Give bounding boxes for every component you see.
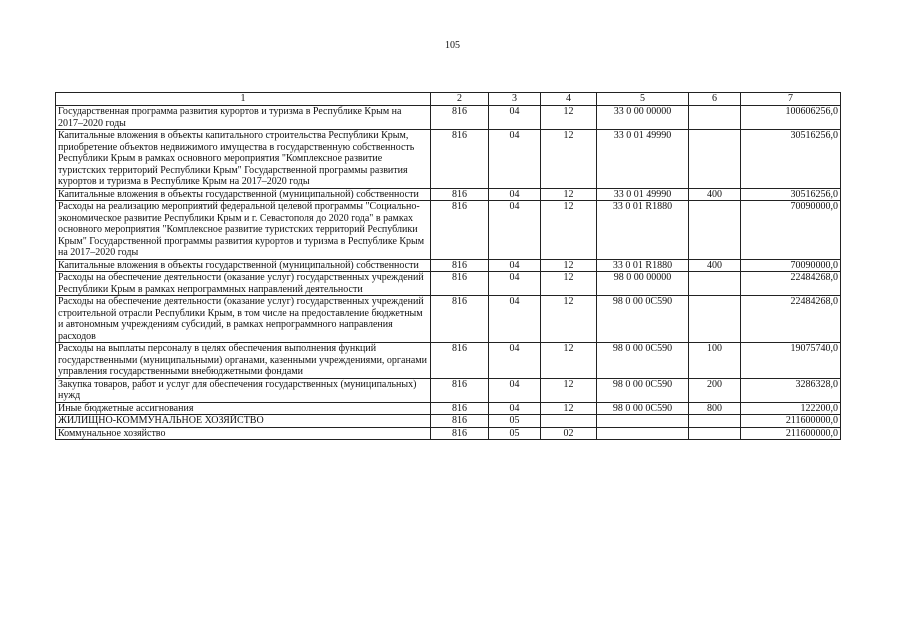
row-subsection: 12 bbox=[541, 201, 597, 260]
row-sum: 22484268,0 bbox=[741, 296, 841, 343]
row-expense-type: 200 bbox=[689, 378, 741, 402]
row-name: Расходы на обеспечение деятельности (оказание услуг) государственных учреждений строительной отрасли Республики Крым, в том числе на предоставление бюджетным и автономным учреждениям субсидий, в рамках непрограммного направления расходов bbox=[56, 296, 431, 343]
table-row bbox=[56, 130, 841, 189]
row-expense-type bbox=[689, 201, 741, 260]
row-grbs: 816 bbox=[431, 296, 489, 343]
row-expense-type bbox=[689, 106, 741, 130]
row-sum: 30516256,0 bbox=[741, 188, 841, 201]
table-row bbox=[56, 296, 841, 343]
row-target-article bbox=[597, 427, 689, 440]
row-sum: 70090000,0 bbox=[741, 201, 841, 260]
row-sum: 19075740,0 bbox=[741, 343, 841, 379]
table-row bbox=[56, 427, 841, 440]
table-row bbox=[56, 188, 841, 201]
row-target-article: 33 0 01 R1880 bbox=[597, 201, 689, 260]
page-number: 105 bbox=[445, 40, 460, 51]
row-name: Коммунальное хозяйство bbox=[56, 427, 431, 440]
row-section: 05 bbox=[489, 427, 541, 440]
header-cell: 2 bbox=[431, 93, 489, 106]
row-name: Государственная программа развития курортов и туризма в Республике Крым на 2017–2020 годы bbox=[56, 106, 431, 130]
row-name: Расходы на обеспечение деятельности (оказание услуг) государственных учреждений Республики Крым в рамках непрограммных направлений деятельности bbox=[56, 272, 431, 296]
row-name: Капитальные вложения в объекты государственной (муниципальной) собственности bbox=[56, 259, 431, 272]
row-grbs: 816 bbox=[431, 415, 489, 428]
row-expense-type: 800 bbox=[689, 402, 741, 415]
row-sum: 211600000,0 bbox=[741, 427, 841, 440]
row-name: Капитальные вложения в объекты государственной (муниципальной) собственности bbox=[56, 188, 431, 201]
table-row bbox=[56, 106, 841, 130]
row-grbs: 816 bbox=[431, 378, 489, 402]
row-sum: 122200,0 bbox=[741, 402, 841, 415]
row-target-article: 33 0 00 00000 bbox=[597, 106, 689, 130]
row-expense-type bbox=[689, 272, 741, 296]
row-name: Иные бюджетные ассигнования bbox=[56, 402, 431, 415]
row-subsection bbox=[541, 415, 597, 428]
row-section: 04 bbox=[489, 259, 541, 272]
row-grbs: 816 bbox=[431, 130, 489, 189]
row-subsection: 12 bbox=[541, 272, 597, 296]
row-grbs: 816 bbox=[431, 402, 489, 415]
row-subsection: 12 bbox=[541, 378, 597, 402]
row-sum: 70090000,0 bbox=[741, 259, 841, 272]
row-target-article: 98 0 00 00000 bbox=[597, 272, 689, 296]
row-section: 04 bbox=[489, 402, 541, 415]
row-name: ЖИЛИЩНО-КОММУНАЛЬНОЕ ХОЗЯЙСТВО bbox=[56, 415, 431, 428]
row-name: Расходы на выплаты персоналу в целях обеспечения выполнения функций государственными (муниципальными) органами, казенными учреждениями, органами управления государственными внебюджетными фондами bbox=[56, 343, 431, 379]
row-grbs: 816 bbox=[431, 427, 489, 440]
row-name: Расходы на реализацию мероприятий федеральной целевой программы "Социально-экономическое развитие Республики Крым и г. Севастополя до 2020 года" в рамках основного мероприятия "Комплексное развитие туристских территорий Республики Крым" Государственной программы развития курортов и туризма в Республике Крым на 2017–2020 годы bbox=[56, 201, 431, 260]
row-subsection: 12 bbox=[541, 130, 597, 189]
header-row bbox=[56, 93, 841, 106]
row-subsection: 02 bbox=[541, 427, 597, 440]
row-expense-type: 400 bbox=[689, 188, 741, 201]
header-cell: 5 bbox=[597, 93, 689, 106]
row-target-article: 98 0 00 0С590 bbox=[597, 296, 689, 343]
table-row bbox=[56, 343, 841, 379]
row-expense-type: 100 bbox=[689, 343, 741, 379]
row-section: 05 bbox=[489, 415, 541, 428]
table-row bbox=[56, 201, 841, 260]
row-subsection: 12 bbox=[541, 106, 597, 130]
row-subsection: 12 bbox=[541, 402, 597, 415]
row-grbs: 816 bbox=[431, 106, 489, 130]
row-section: 04 bbox=[489, 343, 541, 379]
row-expense-type bbox=[689, 130, 741, 189]
row-subsection: 12 bbox=[541, 188, 597, 201]
row-grbs: 816 bbox=[431, 201, 489, 260]
row-target-article: 33 0 01 R1880 bbox=[597, 259, 689, 272]
row-subsection: 12 bbox=[541, 343, 597, 379]
header-cell: 4 bbox=[541, 93, 597, 106]
row-name: Капитальные вложения в объекты капитального строительства Республики Крым, приобретение объектов недвижимого имущества в государственную собственность Республики Крым в рамках основного мероприятия "Комплексное развитие туристских территорий Республики Крым" Государственной программы развития курортов и туризма в Республике Крым на 2017–2020 годы bbox=[56, 130, 431, 189]
table-row bbox=[56, 415, 841, 428]
row-sum: 22484268,0 bbox=[741, 272, 841, 296]
row-target-article: 98 0 00 0С590 bbox=[597, 343, 689, 379]
row-subsection: 12 bbox=[541, 259, 597, 272]
row-section: 04 bbox=[489, 188, 541, 201]
row-section: 04 bbox=[489, 130, 541, 189]
row-section: 04 bbox=[489, 378, 541, 402]
row-grbs: 816 bbox=[431, 343, 489, 379]
row-section: 04 bbox=[489, 296, 541, 343]
row-name: Закупка товаров, работ и услуг для обеспечения государственных (муниципальных) нужд bbox=[56, 378, 431, 402]
row-target-article: 98 0 00 0С590 bbox=[597, 378, 689, 402]
row-expense-type bbox=[689, 296, 741, 343]
row-sum: 211600000,0 bbox=[741, 415, 841, 428]
row-grbs: 816 bbox=[431, 272, 489, 296]
header-cell: 1 bbox=[56, 93, 431, 106]
row-target-article: 33 0 01 49990 bbox=[597, 130, 689, 189]
row-expense-type bbox=[689, 427, 741, 440]
table-row bbox=[56, 259, 841, 272]
row-section: 04 bbox=[489, 106, 541, 130]
row-section: 04 bbox=[489, 201, 541, 260]
table-row bbox=[56, 378, 841, 402]
header-cell: 7 bbox=[741, 93, 841, 106]
row-expense-type bbox=[689, 415, 741, 428]
row-section: 04 bbox=[489, 272, 541, 296]
row-subsection: 12 bbox=[541, 296, 597, 343]
row-sum: 100606256,0 bbox=[741, 106, 841, 130]
row-expense-type: 400 bbox=[689, 259, 741, 272]
header-cell: 6 bbox=[689, 93, 741, 106]
table-row bbox=[56, 272, 841, 296]
table-row bbox=[56, 402, 841, 415]
row-target-article: 98 0 00 0С590 bbox=[597, 402, 689, 415]
row-sum: 30516256,0 bbox=[741, 130, 841, 189]
header-cell: 3 bbox=[489, 93, 541, 106]
row-sum: 3286328,0 bbox=[741, 378, 841, 402]
row-target-article bbox=[597, 415, 689, 428]
row-grbs: 816 bbox=[431, 188, 489, 201]
row-grbs: 816 bbox=[431, 259, 489, 272]
row-target-article: 33 0 01 49990 bbox=[597, 188, 689, 201]
budget-table bbox=[55, 92, 841, 440]
